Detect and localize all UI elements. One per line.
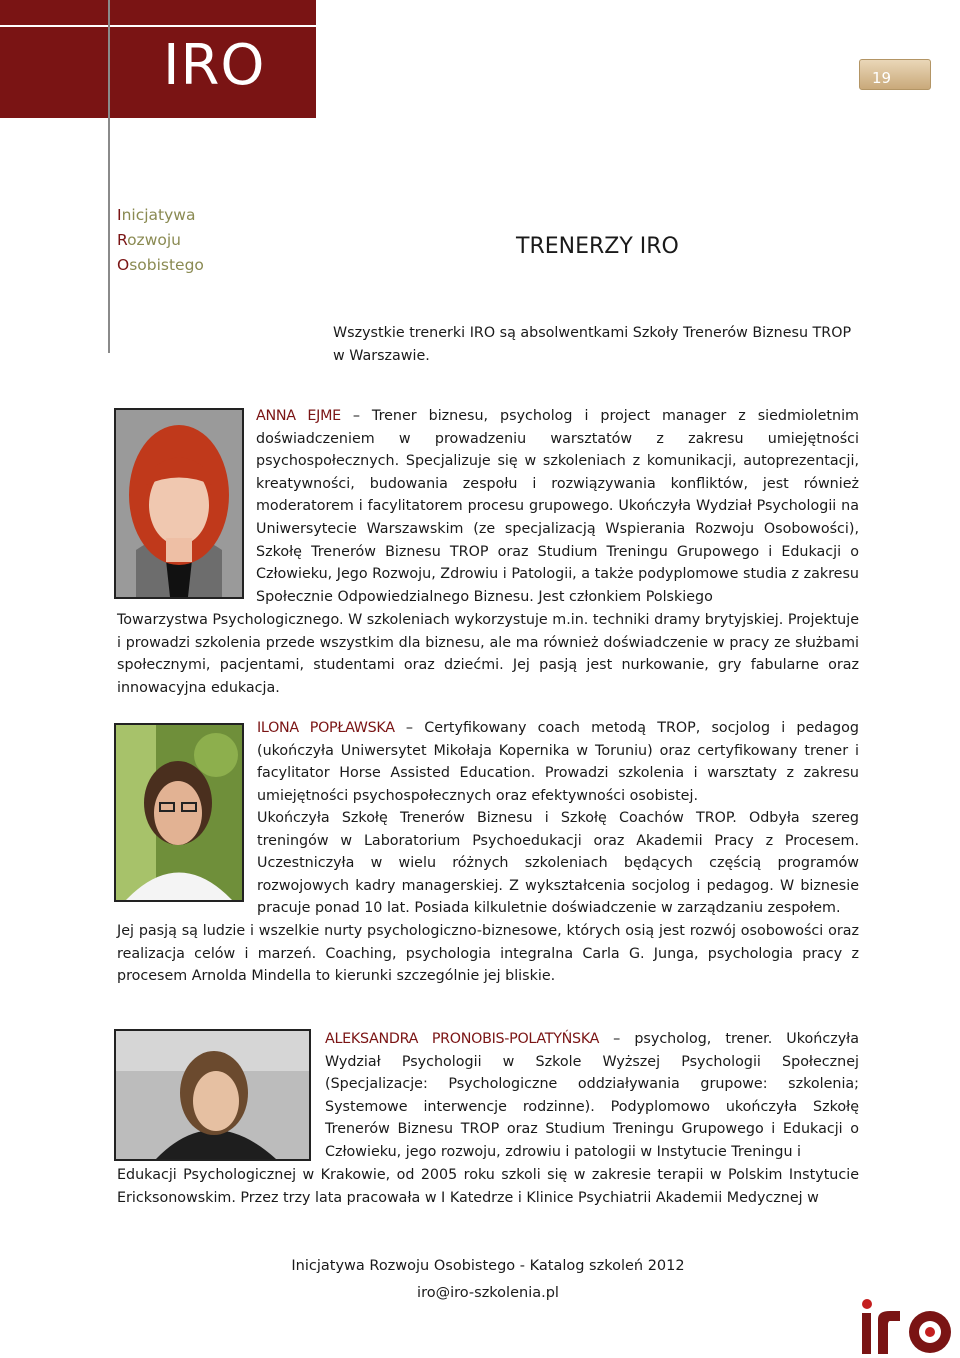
trainer-bio-anna-continued: Towarzystwa Psychologicznego. W szkoleniach wykorzystuje m.in. techniki dramy brytyjskiej. Projektuje i prowadzi szkolenia przede wszystkim dla biznesu, ale ma również doświadczenie w pracy ze służbami społecznymi, pacjentami, studentami oraz dziećmi. Jej pasją jest nurkowanie, gry fabularne oraz innowacyjna edukacja. (117, 612, 859, 696)
page-number-badge (859, 59, 931, 90)
tagline-line-3 (117, 253, 204, 278)
tagline-word: nicjatywa (121, 206, 196, 224)
trainer-photo-anna (114, 408, 244, 599)
footer-catalog-title: Inicjatywa Rozwoju Osobistego - Katalog szkoleń 2012 (291, 1258, 685, 1274)
trainer-name: ALEKSANDRA PRONOBIS-POLATYŃSKA (325, 1031, 600, 1047)
tagline-word: ozwoju (127, 231, 181, 249)
trainer-name: ANNA EJME (256, 408, 341, 424)
trainer-bio-aleksandra (325, 1028, 859, 1164)
header-divider-horizontal (0, 25, 316, 27)
trainer-name: ILONA POPŁAWSKA (257, 720, 395, 736)
trainer-bio-text: – Trener biznesu, psycholog i project manager z siedmioletnim doświadczeniem w prowadzeniu warsztatów z zakresu umiejętności psychospołecznych. Specjalizuje się w szkoleniach z komunikacji, autoprezentacji, kreatywności, budowania zespołu i rozwiązywania konfliktów, jest również moderatorem i facylitatorem procesu grupowego. Ukończyła Wydział Psychologii na Uniwersytecie Warszawskim (ze specjalizacją Wspierania Rozwoju Osobowości), Szkołę Trenerów Biznesu TROP oraz Studium Treningu Grupowego i Edukacji o Człowieku, Jego Rozwoju, Zdrowiu i Patologii, a także podyplomowe studia z zakresu Społecznie Odpowiedzialnego Biznesu. Jest członkiem Polskiego (256, 408, 859, 605)
page-title: TRENERZY IRO (516, 234, 679, 259)
trainer-bio-ilona-part2: Ukończyła Szkołę Trenerów Biznesu i Szkołę Coachów TROP. Odbyła szereg treningów w Laboratorium Psychoedukacji oraz Akademii Pracy z Procesem. Uczestniczyła w wielu różnych szkoleniach będących częścią programów rozwojowych kadry managerskiej. Z wykształcenia socjolog i pedagog. W biznesie pracuje ponad 10 lat. Posiada kilkuletnie doświadczenie w zarządzaniu zespołem. (257, 810, 859, 917)
tagline-initial: I (117, 206, 122, 224)
trainer-bio-aleksandra-continued: Edukacji Psychologicznej w Krakowie, od 2005 roku szkoli się w zakresie terapii w Polskim Instytucie Ericksonowskim. Przez trzy lata pracowała w I Katedrze i Klinice Psychiatrii Akademii Medycznej w (117, 1167, 859, 1206)
footer-iro-logo (860, 1299, 960, 1354)
tagline-word: sobistego (129, 256, 204, 274)
trainer-photo-ilona (114, 723, 244, 902)
tagline-initial: O (117, 256, 130, 274)
intro-text: Wszystkie trenerki IRO są absolwentkami Szkoły Trenerów Biznesu TROP w Warszawie. (333, 325, 852, 364)
tagline-line-1 (117, 203, 204, 228)
trainer-bio-text: – Certyfikowany coach metodą TROP, socjolog i pedagog (ukończyła Uniwersytet Mikołaja Kopernika w Toruniu) oraz certyfikowany trener i facylitator Horse Assisted Education. Prowadzi szkolenia i warsztaty z zakresu umiejętności psychospołecznych oraz efektywności osobistej. (257, 720, 859, 804)
header-logo-text: IRO (163, 33, 266, 98)
header-block-left (0, 0, 316, 118)
tagline-initial: R (117, 231, 128, 249)
trainer-bio-ilona-continued: Jej pasją są ludzie i wszelkie nurty psychologiczno-biznesowe, których osią jest rozwój osobowości oraz realizacja celów i marzeń. Coaching, psychologia integralna Carla G. Junga, psychologia pracy z procesem Arnolda Mindella to kierunki szczególnie jej bliskie. (117, 923, 859, 985)
page-number: 19 (872, 69, 892, 87)
footer-email-link[interactable]: iro@iro-szkolenia.pl (417, 1285, 559, 1301)
trainer-bio-text: – psycholog, trener. Ukończyła Wydział Psychologii w Szkole Wyższej Psychologii Społecznej (Specjalizacje: Psychologiczne oddziaływania grupowe: szkolenia; Systemowe interwencje rodzinne). Podyplomowo ukończyła Szkołę Trenerów Biznesu TROP oraz Studium Treningu Grupowego i Edukacji o Człowieku, jego rozwoju, zdrowiu i patologii w Instytucie Treningu i (325, 1031, 859, 1160)
trainer-bio-ilona (257, 717, 859, 807)
left-vertical-rule (108, 0, 110, 353)
trainer-bio-anna (256, 405, 859, 608)
trainer-photo-aleksandra (114, 1029, 311, 1161)
tagline-line-2 (117, 228, 204, 253)
tagline (117, 203, 204, 278)
